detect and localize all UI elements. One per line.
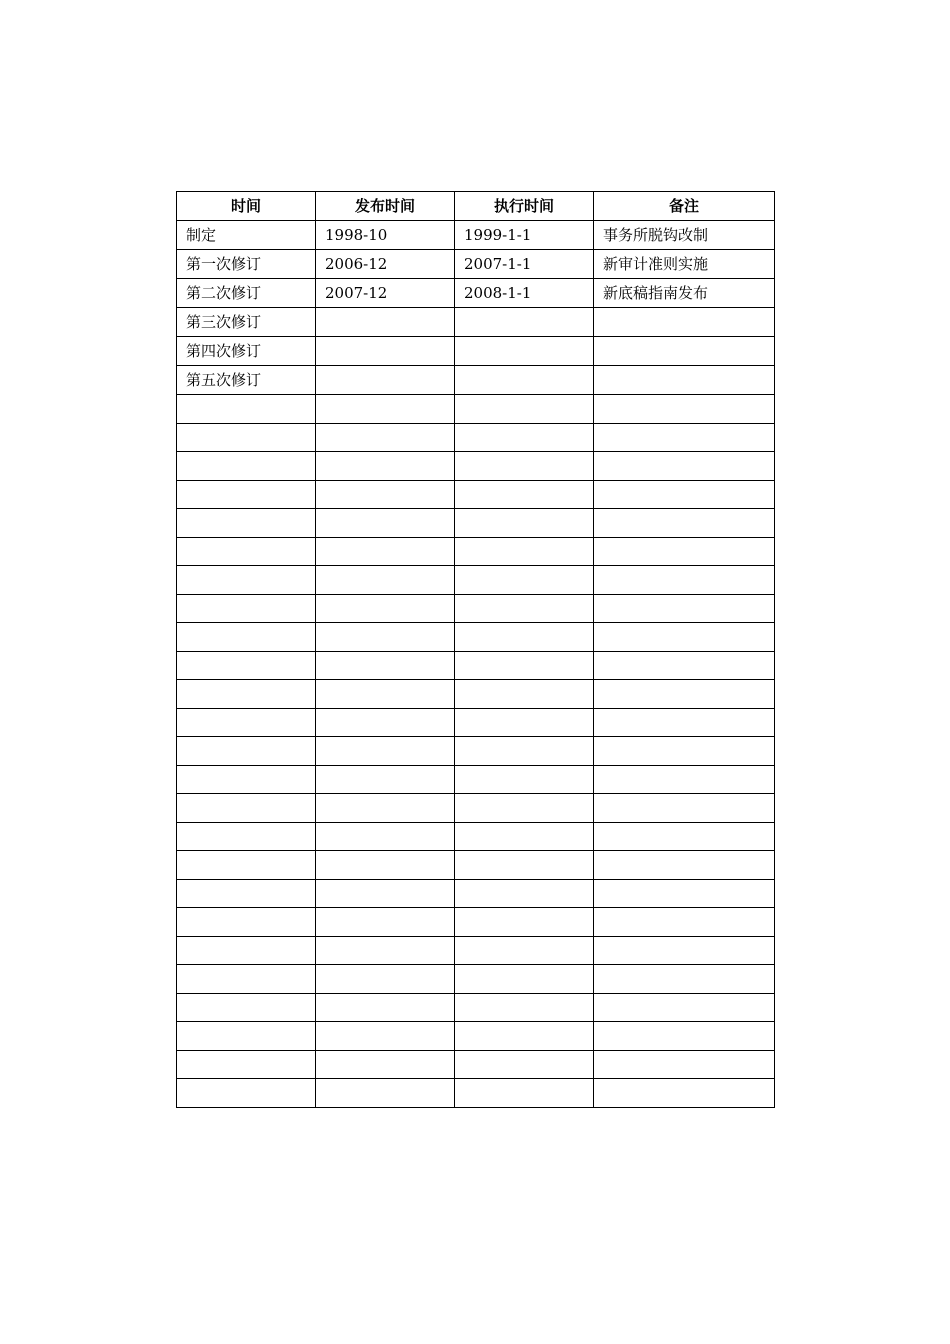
cell-remarks — [594, 537, 775, 566]
cell-publish-date — [316, 822, 455, 851]
cell-remarks — [594, 879, 775, 908]
cell-effective-date — [455, 708, 594, 737]
cell-effective-date — [455, 794, 594, 823]
cell-effective-date — [455, 509, 594, 538]
cell-effective-date — [455, 1050, 594, 1079]
table-row — [177, 480, 775, 509]
table-row — [177, 879, 775, 908]
cell-time — [177, 1079, 316, 1108]
cell-time — [177, 708, 316, 737]
table-row — [177, 366, 775, 395]
cell-publish-date — [316, 908, 455, 937]
cell-time — [177, 936, 316, 965]
cell-publish-date — [316, 395, 455, 424]
cell-remarks — [594, 1050, 775, 1079]
cell-effective-date — [455, 908, 594, 937]
cell-effective-date — [455, 395, 594, 424]
cell-time — [177, 851, 316, 880]
cell-publish-date — [316, 509, 455, 538]
cell-remarks — [594, 509, 775, 538]
cell-remarks — [594, 908, 775, 937]
cell-remarks — [594, 822, 775, 851]
cell-publish-date — [316, 366, 455, 395]
cell-time: 第二次修订 — [177, 279, 316, 308]
cell-remarks — [594, 794, 775, 823]
cell-remarks — [594, 993, 775, 1022]
header-time: 时间 — [177, 192, 316, 221]
cell-effective-date — [455, 993, 594, 1022]
cell-remarks — [594, 765, 775, 794]
cell-publish-date — [316, 452, 455, 481]
table-row — [177, 680, 775, 709]
cell-publish-date — [316, 1022, 455, 1051]
table-row — [177, 221, 775, 250]
cell-remarks — [594, 623, 775, 652]
cell-remarks — [594, 680, 775, 709]
cell-publish-date — [316, 879, 455, 908]
table-row — [177, 509, 775, 538]
table-row — [177, 279, 775, 308]
table-row — [177, 1079, 775, 1108]
cell-publish-date — [316, 737, 455, 766]
cell-effective-date — [455, 680, 594, 709]
cell-remarks — [594, 651, 775, 680]
cell-remarks — [594, 594, 775, 623]
cell-publish-date — [316, 594, 455, 623]
cell-publish-date — [316, 993, 455, 1022]
cell-effective-date — [455, 936, 594, 965]
cell-remarks — [594, 1022, 775, 1051]
cell-effective-date — [455, 623, 594, 652]
cell-publish-date — [316, 965, 455, 994]
cell-remarks: 新底稿指南发布 — [594, 279, 775, 308]
table-row — [177, 822, 775, 851]
cell-remarks: 事务所脱钩改制 — [594, 221, 775, 250]
cell-effective-date — [455, 651, 594, 680]
cell-time — [177, 594, 316, 623]
revision-history-table — [176, 191, 775, 1108]
cell-publish-date — [316, 765, 455, 794]
cell-remarks — [594, 337, 775, 366]
cell-publish-date — [316, 936, 455, 965]
cell-publish-date — [316, 708, 455, 737]
cell-publish-date — [316, 851, 455, 880]
cell-effective-date — [455, 480, 594, 509]
cell-publish-date — [316, 308, 455, 337]
cell-time — [177, 395, 316, 424]
cell-publish-date — [316, 651, 455, 680]
table-row — [177, 1050, 775, 1079]
cell-remarks — [594, 708, 775, 737]
cell-time — [177, 452, 316, 481]
cell-remarks — [594, 452, 775, 481]
table-row — [177, 851, 775, 880]
cell-time — [177, 908, 316, 937]
cell-publish-date: 2007-12 — [316, 279, 455, 308]
cell-publish-date — [316, 680, 455, 709]
cell-effective-date — [455, 423, 594, 452]
cell-publish-date — [316, 1079, 455, 1108]
cell-remarks — [594, 1079, 775, 1108]
cell-time: 制定 — [177, 221, 316, 250]
cell-time: 第一次修订 — [177, 250, 316, 279]
cell-remarks — [594, 737, 775, 766]
cell-time: 第三次修订 — [177, 308, 316, 337]
cell-time — [177, 1050, 316, 1079]
cell-publish-date — [316, 337, 455, 366]
cell-remarks: 新审计准则实施 — [594, 250, 775, 279]
cell-time — [177, 480, 316, 509]
table-row — [177, 594, 775, 623]
table-row — [177, 993, 775, 1022]
table-row — [177, 765, 775, 794]
cell-publish-date — [316, 423, 455, 452]
cell-time — [177, 993, 316, 1022]
table-row — [177, 737, 775, 766]
cell-effective-date — [455, 822, 594, 851]
table-row — [177, 566, 775, 595]
cell-time: 第五次修订 — [177, 366, 316, 395]
table-body — [177, 221, 775, 1108]
table-header-row — [177, 192, 775, 221]
cell-publish-date — [316, 794, 455, 823]
cell-time — [177, 794, 316, 823]
cell-time — [177, 423, 316, 452]
table-row — [177, 794, 775, 823]
cell-time — [177, 965, 316, 994]
cell-publish-date — [316, 566, 455, 595]
cell-remarks — [594, 366, 775, 395]
table-row — [177, 395, 775, 424]
table-row — [177, 708, 775, 737]
cell-effective-date — [455, 452, 594, 481]
table-row — [177, 651, 775, 680]
cell-publish-date: 2006-12 — [316, 250, 455, 279]
cell-publish-date: 1998-10 — [316, 221, 455, 250]
table-row — [177, 337, 775, 366]
table-row — [177, 1022, 775, 1051]
cell-publish-date — [316, 480, 455, 509]
cell-effective-date — [455, 537, 594, 566]
table-row — [177, 537, 775, 566]
cell-publish-date — [316, 623, 455, 652]
cell-time — [177, 566, 316, 595]
cell-effective-date — [455, 965, 594, 994]
cell-effective-date: 1999-1-1 — [455, 221, 594, 250]
header-effective-date: 执行时间 — [455, 192, 594, 221]
cell-remarks — [594, 936, 775, 965]
table-row — [177, 423, 775, 452]
cell-effective-date — [455, 1022, 594, 1051]
table-row — [177, 965, 775, 994]
cell-remarks — [594, 308, 775, 337]
header-publish-date: 发布时间 — [316, 192, 455, 221]
table-row — [177, 623, 775, 652]
cell-remarks — [594, 965, 775, 994]
cell-time — [177, 737, 316, 766]
table-row — [177, 936, 775, 965]
cell-remarks — [594, 423, 775, 452]
cell-time — [177, 680, 316, 709]
cell-time — [177, 623, 316, 652]
cell-remarks — [594, 851, 775, 880]
table-row — [177, 308, 775, 337]
cell-effective-date: 2007-1-1 — [455, 250, 594, 279]
header-remarks: 备注 — [594, 192, 775, 221]
cell-effective-date: 2008-1-1 — [455, 279, 594, 308]
cell-publish-date — [316, 537, 455, 566]
cell-time — [177, 509, 316, 538]
cell-remarks — [594, 395, 775, 424]
cell-effective-date — [455, 737, 594, 766]
cell-effective-date — [455, 765, 594, 794]
cell-effective-date — [455, 566, 594, 595]
cell-effective-date — [455, 851, 594, 880]
table-row — [177, 452, 775, 481]
cell-time — [177, 822, 316, 851]
cell-publish-date — [316, 1050, 455, 1079]
cell-time — [177, 1022, 316, 1051]
cell-effective-date — [455, 1079, 594, 1108]
cell-effective-date — [455, 879, 594, 908]
cell-effective-date — [455, 308, 594, 337]
cell-remarks — [594, 566, 775, 595]
cell-time — [177, 765, 316, 794]
cell-time: 第四次修订 — [177, 337, 316, 366]
cell-effective-date — [455, 594, 594, 623]
cell-remarks — [594, 480, 775, 509]
table-row — [177, 908, 775, 937]
cell-time — [177, 537, 316, 566]
cell-time — [177, 879, 316, 908]
cell-time — [177, 651, 316, 680]
cell-effective-date — [455, 337, 594, 366]
table-row — [177, 250, 775, 279]
cell-effective-date — [455, 366, 594, 395]
